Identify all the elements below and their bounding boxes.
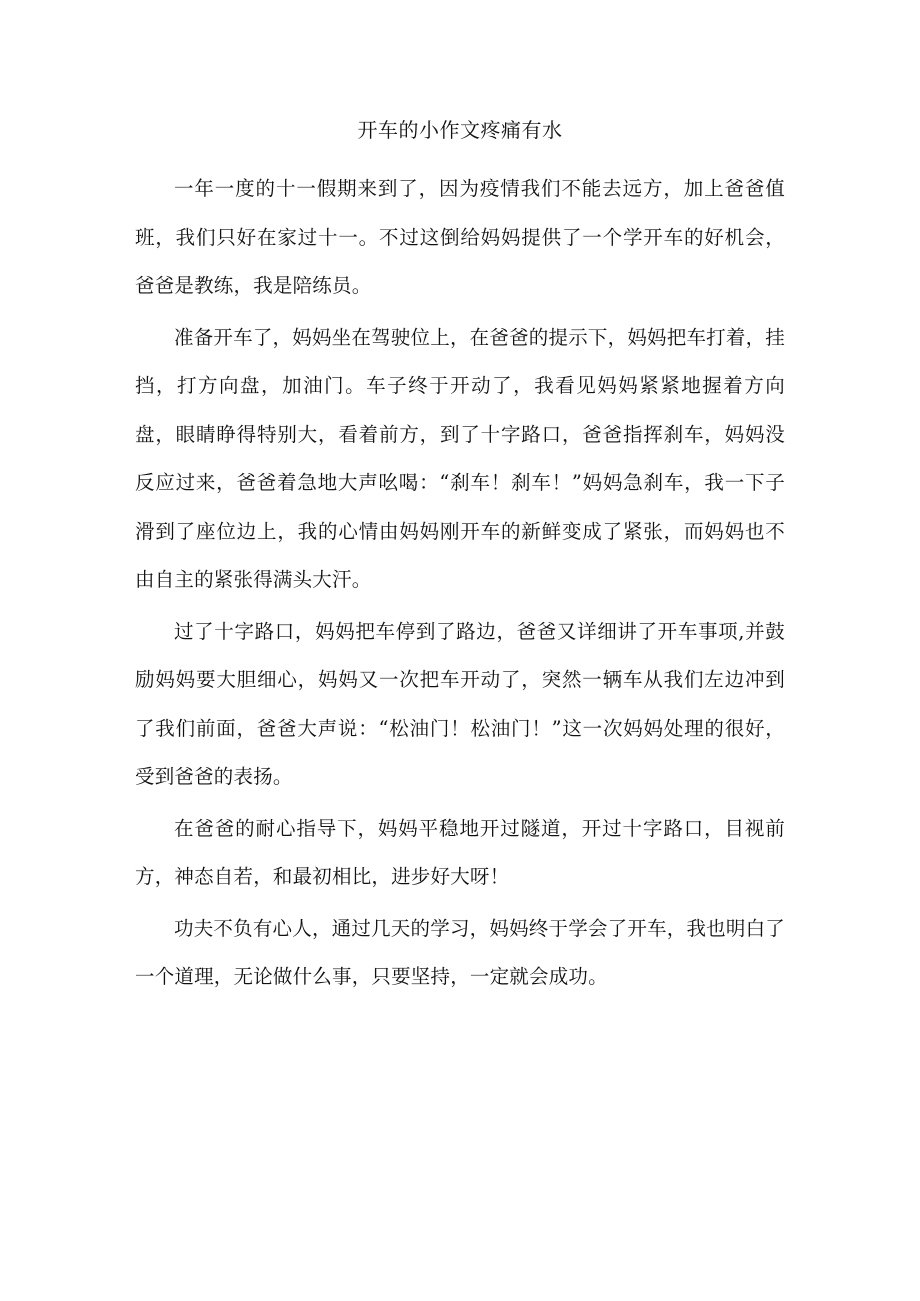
paragraph: 准备开车了，妈妈坐在驾驶位上，在爸爸的提示下，妈妈把车打着，挂挡，打方向盘，加油门。车子终于开动了，我看见妈妈紧紧地握着方向盘，眼睛睁得特别大，看着前方，到了十字路口，爸爸指挥刹车，妈妈没反应过来，爸爸着急地大声吆喝：“刹车！刹车！”妈妈急刹车，我一下子滑到了座位边上，我的心情由妈妈刚开车的新鲜变成了紧张，而妈妈也不由自主的紧张得满头大汗。	[135, 325, 785, 591]
document-title: 开车的小作文疼痛有水	[357, 118, 563, 142]
paragraph: 功夫不负有心人，通过几天的学习，妈妈终于学会了开车，我也明白了一个道理，无论做什么事，只要坚持，一定就会成功。	[135, 916, 785, 988]
paragraph: 一年一度的十一假期来到了，因为疫情我们不能去远方，加上爸爸值班，我们只好在家过十一。不过这倒给妈妈提供了一个学开车的好机会，爸爸是教练，我是陪练员。	[135, 177, 785, 297]
document-body	[135, 115, 785, 1005]
paragraph: 在爸爸的耐心指导下，妈妈平稳地开过隧道，开过十字路口，目视前方，神态自若，和最初相比，进步好大呀！	[135, 816, 785, 888]
paragraph: 过了十字路口，妈妈把车停到了路边，爸爸又详细讲了开车事项,并鼓励妈妈要大胆细心，妈妈又一次把车开动了，突然一辆车从我们左边冲到了我们前面，爸爸大声说：“松油门！松油门！”这一次妈妈处理的很好，受到爸爸的表扬。	[135, 619, 785, 788]
